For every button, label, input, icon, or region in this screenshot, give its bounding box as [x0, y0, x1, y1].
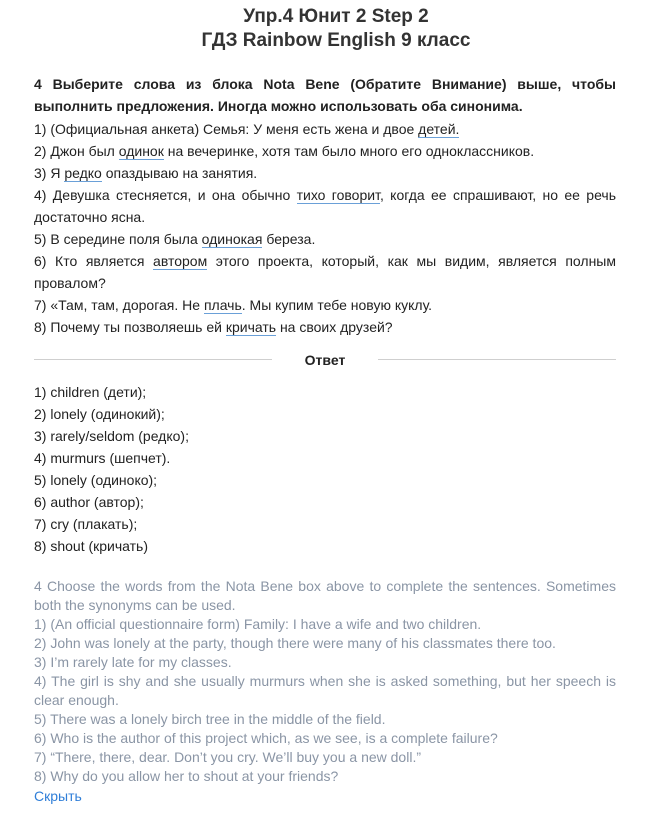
- sentence-5: 5) В середине поля была одинокая береза.: [34, 231, 316, 247]
- english-instruction: 4 Choose the words from the Nota Bene box above to complete the sentences. Sometimes both the synonyms can be used.: [34, 578, 616, 613]
- sentence-1-word: детей.: [418, 121, 460, 137]
- answer-item: 4) murmurs (шепчет).: [34, 450, 171, 466]
- answer-item: 3) rarely/seldom (редко);: [34, 428, 189, 444]
- english-line: 3) I’m rarely late for my classes.: [34, 654, 232, 670]
- english-line: 4) The girl is shy and she usually murmurs when she is asked something, but her speech is clear enough.: [34, 673, 616, 708]
- page-title: Упр.4 Юнит 2 Step 2: [243, 6, 429, 27]
- sentence-5-word: одинокая: [201, 231, 263, 247]
- sentence-3-word: редко: [64, 165, 102, 181]
- answer-item: 5) lonely (одиноко);: [34, 472, 158, 488]
- sentence-8: 8) Почему ты позволяешь ей кричать на своих друзей?: [34, 319, 393, 335]
- answer-item: 8) shout (кричать): [34, 538, 149, 554]
- english-line: 8) Why do you allow her to shout at your friends?: [34, 768, 339, 784]
- task-instruction: 4 Выберите слова из блока Nota Bene (Обратите Внимание) выше, чтобы выполнить предложения. Иногда можно использовать оба синонима.: [34, 76, 616, 114]
- answer-item: 6) author (автор);: [34, 494, 144, 510]
- divider-line-left: [34, 359, 272, 360]
- english-line: 2) John was lonely at the party, though there were many of his classmates there too.: [34, 635, 556, 651]
- sentence-3: 3) Я редко опаздываю на занятия.: [34, 165, 258, 181]
- divider-line-right: [378, 359, 616, 360]
- english-line: 5) There was a lonely birch tree in the middle of the field.: [34, 711, 386, 727]
- sentence-7: 7) «Там, там, дорогая. Не плачь. Мы купим тебе новую куклу.: [34, 297, 433, 313]
- sentence-8-word: кричать: [225, 319, 277, 335]
- sentence-1: 1) (Официальная анкета) Семья: У меня есть жена и двое детей.: [34, 121, 460, 137]
- sentence-2-word: одинок: [118, 143, 164, 159]
- answer-item: 2) lonely (одинокий);: [34, 406, 165, 422]
- sentence-7-word: плачь: [203, 297, 242, 313]
- english-line: 6) Who is the author of this project which, as we see, is a complete failure?: [34, 730, 498, 746]
- sentence-2: 2) Джон был одинок на вечеринке, хотя там было много его одноклассников.: [34, 143, 535, 159]
- hide-link[interactable]: Скрыть: [34, 788, 82, 804]
- page-subtitle: ГДЗ Rainbow English 9 класс: [201, 30, 471, 51]
- sentence-6-word: автором: [153, 253, 208, 269]
- answer-heading: Ответ: [304, 352, 346, 368]
- english-line: 1) (An official questionnaire form) Family: I have a wife and two children.: [34, 616, 482, 632]
- answer-item: 7) cry (плакать);: [34, 516, 138, 532]
- sentence-4: 4) Девушка стесняется, и она обычно тихо говорит, когда ее спрашивают, но ее речь достаточно ясна.: [34, 187, 616, 225]
- english-line: 7) “There, there, dear. Don’t you cry. We’ll buy you a new doll.”: [34, 749, 421, 765]
- answer-item: 1) children (дети);: [34, 384, 147, 400]
- sentence-4-word: тихо говорит: [296, 187, 380, 203]
- sentence-6: 6) Кто является автором этого проекта, который, как мы видим, является полным провалом?: [34, 253, 616, 291]
- answer-divider: [34, 350, 616, 370]
